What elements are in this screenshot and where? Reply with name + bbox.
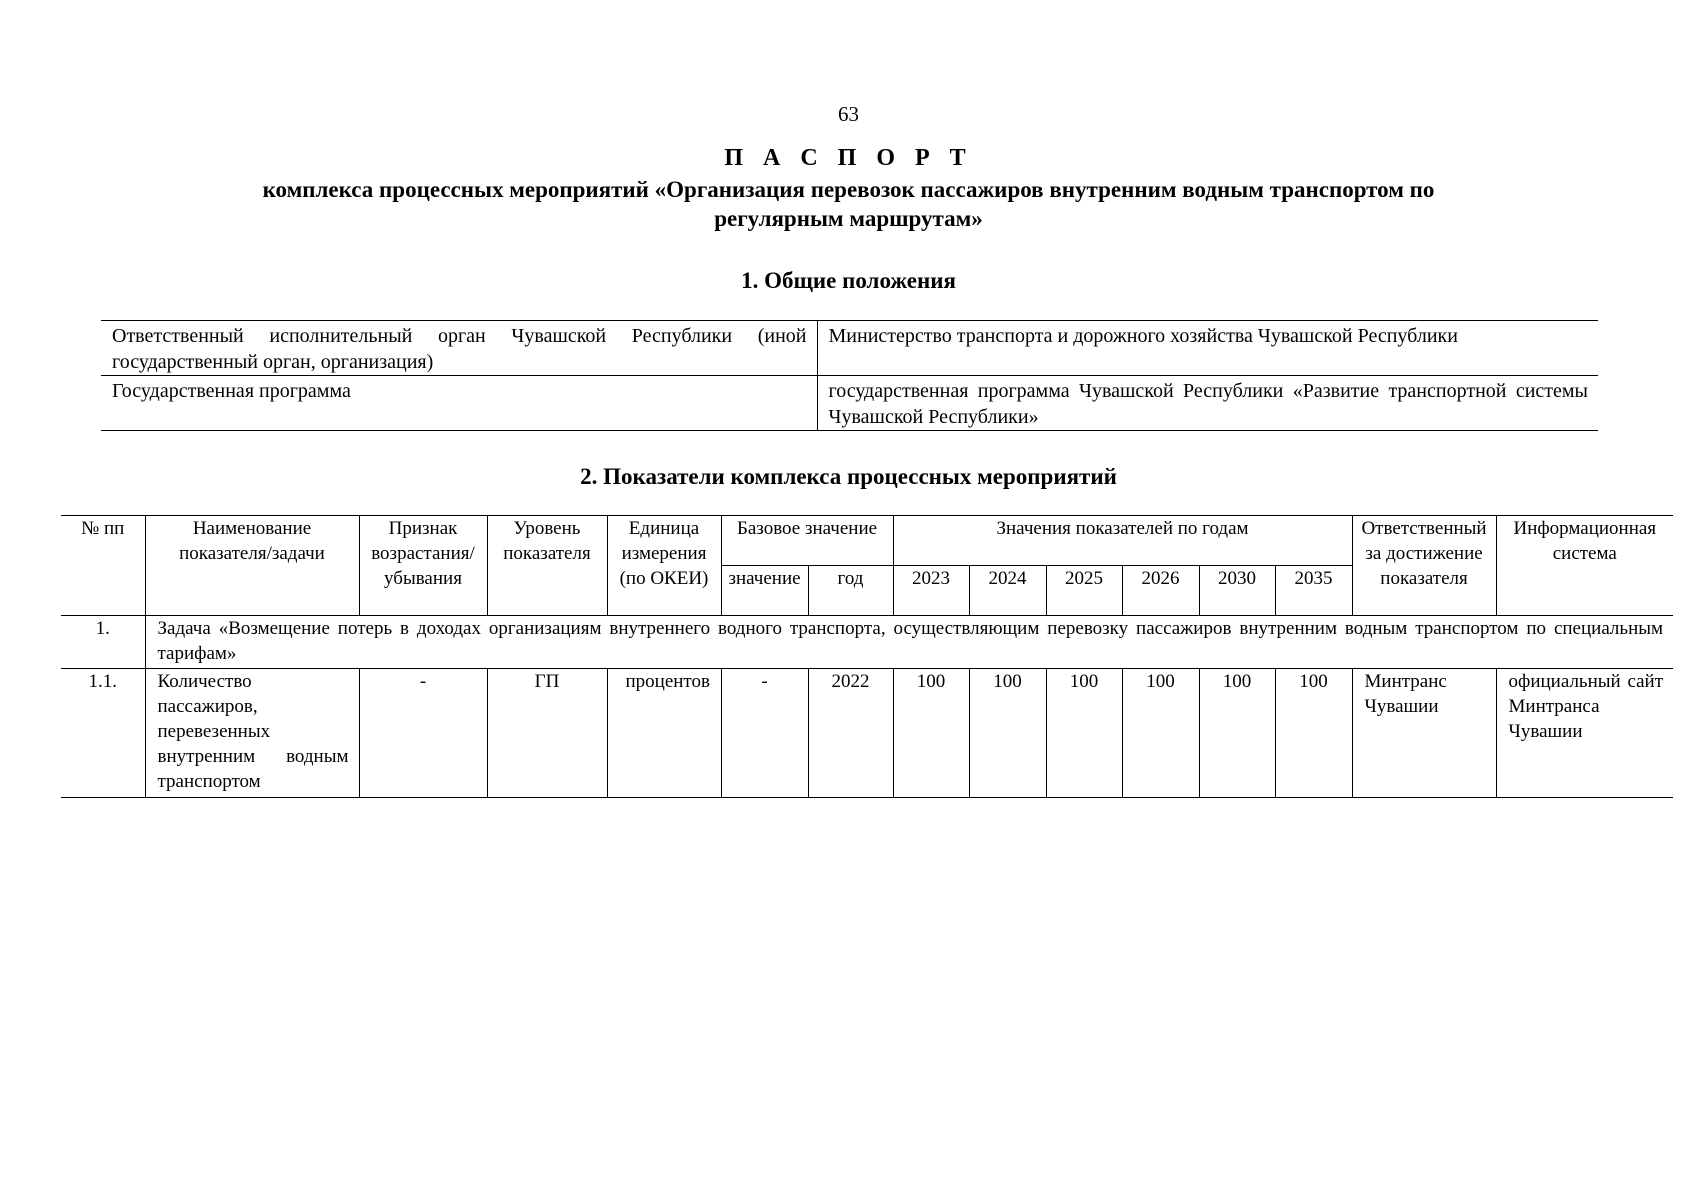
row-value: 100 [1122, 669, 1199, 798]
row-num: 1.1. [61, 669, 145, 798]
page-number: 63 [838, 102, 859, 126]
task-row [61, 616, 1673, 669]
header-base-value: значение [721, 566, 808, 616]
header-name: Наименование показателя/задачи [145, 516, 359, 616]
row-value: 100 [1199, 669, 1275, 798]
row-unit: процентов [607, 669, 721, 798]
section-indicators-heading: 2. Показатели комплекса процессных мероприятий [580, 464, 1117, 489]
row-value: 100 [969, 669, 1046, 798]
section-general-heading: 1. Общие положения [741, 268, 956, 293]
table-row [61, 669, 1673, 798]
header-year: 2024 [969, 566, 1046, 616]
row-level: ГП [487, 669, 607, 798]
indicators-table [61, 515, 1673, 798]
header-year: 2035 [1275, 566, 1352, 616]
row-info-system: официальный сайт Минтранса Чувашии [1496, 669, 1673, 798]
header-year: 2023 [893, 566, 969, 616]
header-row [61, 516, 1673, 566]
header-year: 2026 [1122, 566, 1199, 616]
header-responsible: Ответственный за достижение показателя [1352, 516, 1496, 616]
header-base-year: год [808, 566, 893, 616]
header-info-system: Информационная система [1496, 516, 1673, 616]
header-num: № пп [61, 516, 145, 616]
header-base: Базовое значение [721, 516, 893, 566]
header-level: Уровень показателя [487, 516, 607, 616]
general-row [101, 321, 1598, 376]
row-value: 100 [1046, 669, 1122, 798]
general-row-value: государственная программа Чувашской Республики «Развитие транспортной системы Чувашской Республики» [817, 376, 1598, 431]
task-num: 1. [61, 616, 145, 669]
row-name: Количество пассажиров, перевезенных внутренним водным транспортом [145, 669, 359, 798]
general-row-label: Ответственный исполнительный орган Чувашской Республики (иной государственный орган, организация) [101, 321, 817, 376]
row-responsible: Минтранс Чувашии [1352, 669, 1496, 798]
general-row-label: Государственная программа [101, 376, 817, 431]
header-sign: Признак возрастания/убывания [359, 516, 487, 616]
row-base-year: 2022 [808, 669, 893, 798]
general-row-value: Министерство транспорта и дорожного хозяйства Чувашской Республики [828, 325, 1458, 347]
row-base-value: - [721, 669, 808, 798]
row-value: 100 [1275, 669, 1352, 798]
general-row [101, 376, 1598, 431]
header-years-group: Значения показателей по годам [893, 516, 1352, 566]
task-text: Задача «Возмещение потерь в доходах организациям внутреннего водного транспорта, осуществляющим перевозку пассажиров внутренним водным транспортом по специальным тарифам» [145, 616, 1673, 669]
row-value: 100 [893, 669, 969, 798]
header-year: 2025 [1046, 566, 1122, 616]
general-provisions-table [101, 320, 1598, 431]
document-title: П А С П О Р Т [724, 145, 973, 171]
document-subtitle: комплекса процессных мероприятий «Организация перевозок пассажиров внутренним водным транспортом по регулярным маршрутам» [262, 177, 1435, 231]
row-sign: - [359, 669, 487, 798]
header-year: 2030 [1199, 566, 1275, 616]
header-unit: Единица измерения (по ОКЕИ) [607, 516, 721, 616]
